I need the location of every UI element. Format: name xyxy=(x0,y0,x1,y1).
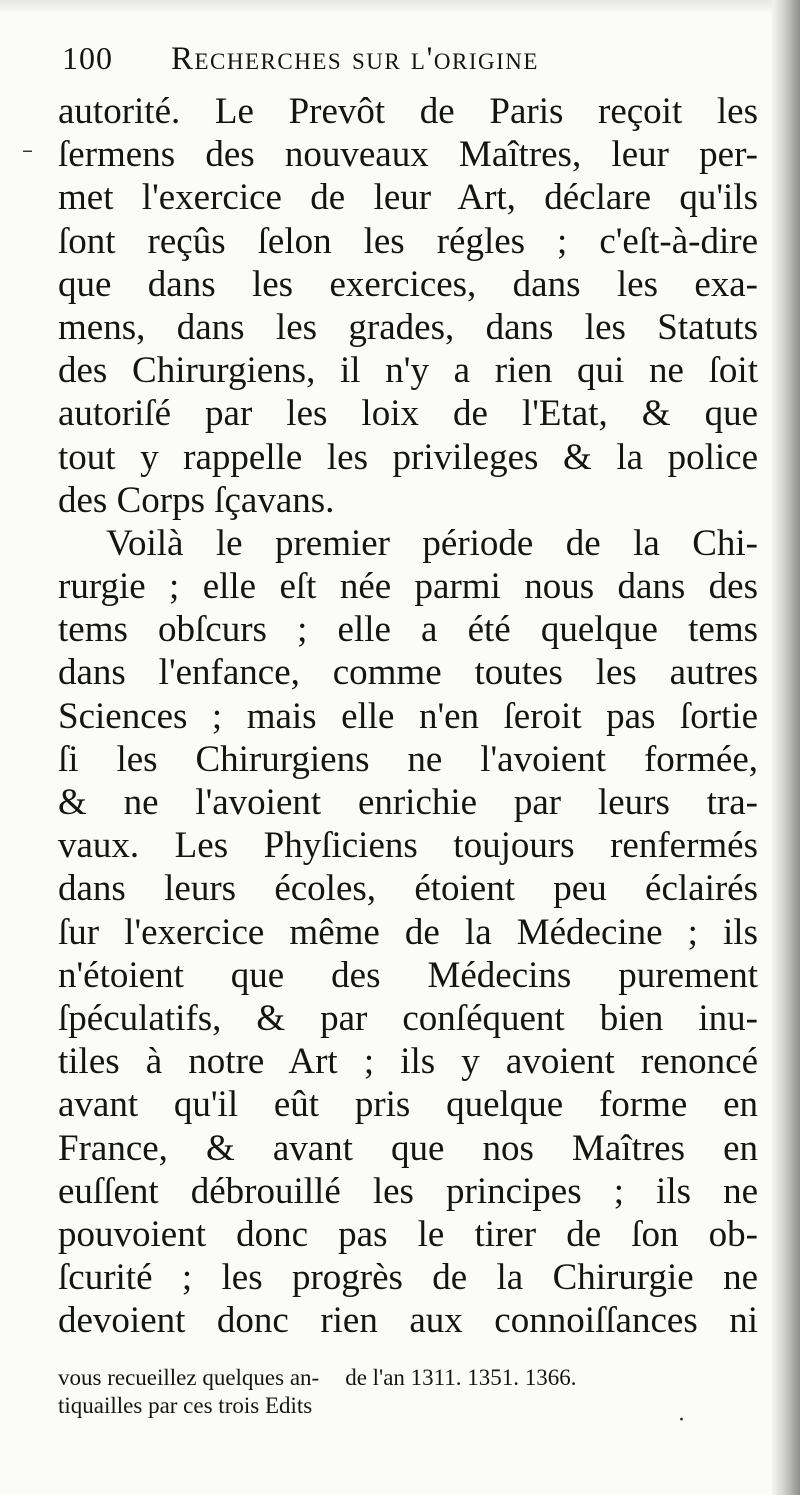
footnote-right-column xyxy=(345,1364,576,1420)
footnote-line: de l'an 1311. 1351. 1366. xyxy=(345,1365,577,1390)
text-line: euſſent débrouillé les principes ; ils ne xyxy=(58,1170,758,1212)
page-number: 100 xyxy=(62,40,113,76)
text-line: Sciences ; mais elle n'en ſeroit pas ſortie xyxy=(58,695,758,737)
body-text xyxy=(58,90,758,1342)
text-line: avant qu'il eût pris quelque forme en xyxy=(58,1084,758,1126)
text-line: que dans les exercices, dans les exa- xyxy=(58,263,758,305)
text-line: mens, dans les grades, dans les Statuts xyxy=(58,306,758,348)
text-line: France, & avant que nos Maîtres en xyxy=(58,1127,758,1169)
page-top-shadow xyxy=(0,0,800,14)
text-line: autorité. Le Prevôt de Paris reçoit les xyxy=(58,91,758,132)
running-head xyxy=(62,40,712,88)
text-line: dans l'enfance, comme toutes les autres xyxy=(58,652,758,694)
text-line: des Chirurgiens, il n'y a rien qui ne ſoit xyxy=(58,350,758,392)
text-line: ſont reçûs ſelon les régles ; c'eſt-à-dire xyxy=(58,220,758,262)
text-line: ſur l'exercice même de la Médecine ; ils xyxy=(58,911,758,953)
text-line: ſcurité ; les progrès de la Chirurgie ne xyxy=(58,1257,758,1299)
footnote-left-column xyxy=(58,1364,319,1420)
text-line: autoriſé par les loix de l'Etat, & que xyxy=(58,393,758,435)
paragraph-start-line: Voilà le premier période de la Chi- xyxy=(106,522,758,564)
page-gutter-shadow xyxy=(772,0,800,1495)
text-line: tems obſcurs ; elle a été quelque tems xyxy=(58,609,758,651)
text-line: ſpéculatifs, & par conſéquent bien inu- xyxy=(58,997,758,1039)
text-line: rurgie ; elle eſt née parmi nous dans des xyxy=(58,566,758,608)
text-line: vaux. Les Phyſiciens toujours renfermés xyxy=(58,825,758,867)
text-line: devoient donc rien aux connoiſſances ni xyxy=(58,1300,758,1342)
text-line: met l'exercice de leur Art, déclare qu'ils xyxy=(58,177,758,219)
text-line: ſermens des nouveaux Maîtres, leur per- xyxy=(58,134,758,176)
text-line: n'étoient que des Médecins purement xyxy=(58,954,758,996)
footnote-rule xyxy=(58,1358,758,1359)
footnote-line: vous recueillez quelques an- xyxy=(58,1365,320,1390)
text-line: des Corps ſçavans. xyxy=(58,479,335,521)
text-line: tiles à notre Art ; ils y avoient renoncé xyxy=(58,1041,758,1083)
footnote-line: tiquailles par ces trois Edits xyxy=(58,1393,313,1418)
text-line: tout y rappelle les privileges & la police xyxy=(58,436,758,478)
running-title: Recherches sur l'origine xyxy=(171,41,539,77)
text-line: & ne l'avoient enrichie par leurs tra- xyxy=(58,782,758,823)
margin-dash-mark: – xyxy=(22,138,33,163)
footnotes xyxy=(58,1364,768,1420)
text-line: pouvoient donc pas le tirer de ſon ob- xyxy=(58,1213,758,1255)
ink-speck-mark: · xyxy=(678,1408,685,1433)
text-line: ſi les Chirurgiens ne l'avoient formée, xyxy=(58,738,758,780)
text-line: dans leurs écoles, étoient peu éclairés xyxy=(58,868,758,910)
